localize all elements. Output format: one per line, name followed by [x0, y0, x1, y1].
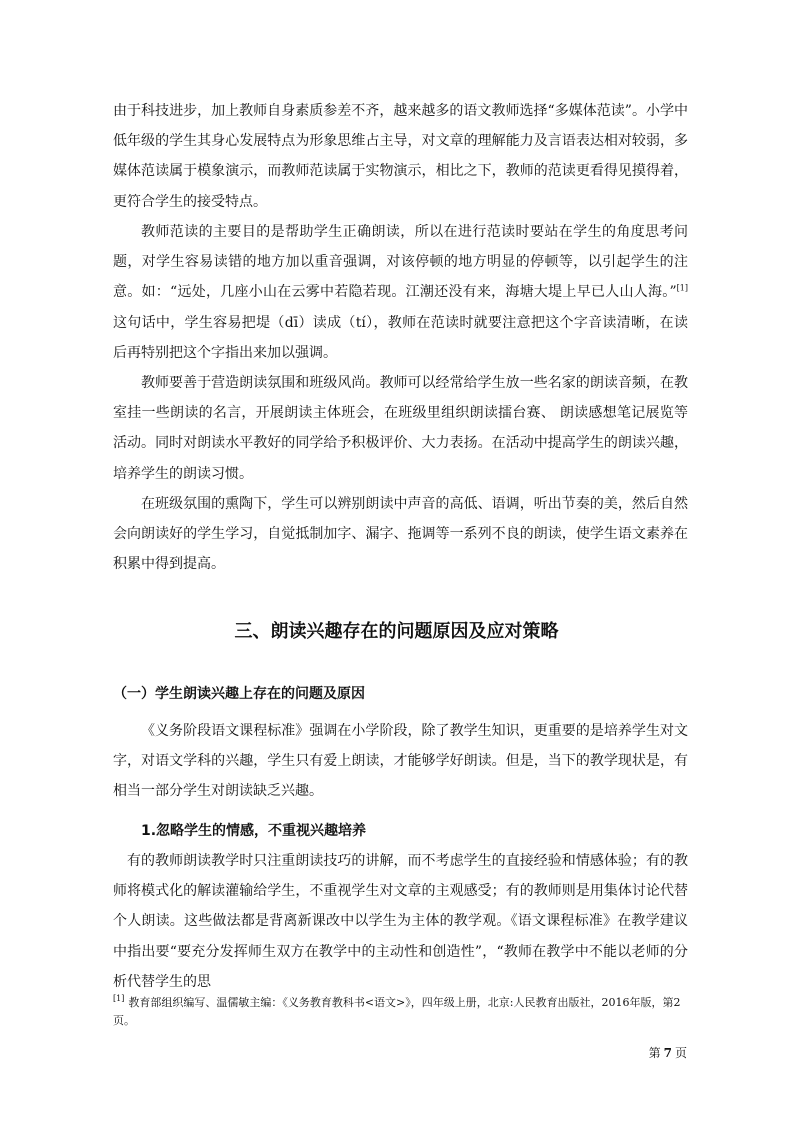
subsection-heading: （一）学生朗读兴趣上存在的问题及原因 — [113, 686, 365, 702]
footnote-mark: [1] — [113, 994, 125, 1004]
section-heading: 三、朗读兴趣存在的问题原因及应对策略 — [234, 621, 559, 642]
paragraph-multimedia-reading: 由于科技进步，加上教师自身素质参差不齐，越来越多的语文教师选择“多媒体范读”。小学中低年级的学生其身心发展特点为形象思维占主导，对文章的理解能力及言语表达相对较弱，多媒体范读属于模象演示，而教师范读属于实物演示，相比之下，教师的范读更看得见摸得着，更符合学生的接受特点。 — [113, 103, 688, 210]
paragraph-ignoring-emotion: 有的教师朗读教学时只注重朗读技巧的讲解，而不考虑学生的直接经验和情感体验；有的教师将模式化的解读灌输给学生，不重视学生对文章的主观感受；有的教师则是用集体讨论代替个人朗读。这些做法都是背离新课改中以学生为主体的教学观。《语文课程标准》在教学建议中指出要“要充分发挥师生双方在教学中的主动性和创造性”，“教师在教学中不能以老师的分析代替学生的思 — [113, 853, 688, 990]
footnote — [113, 994, 688, 1030]
point-heading: 1.忽略学生的情感，不重视兴趣培养 — [141, 823, 367, 839]
paragraph-curriculum-standard: 《义务阶段语文课程标准》强调在小学阶段，除了教学生知识，更重要的是培养学生对文字，对语文学科的兴趣，学生只有爱上朗读，才能够学好朗读。但是，当下的教学现状是，有相当一部分学生对朗读缺乏兴趣。 — [113, 723, 688, 800]
page-number-prefix: 第 — [648, 1046, 661, 1060]
paragraph-model-reading-text-a: 教师范读的主要目的是帮助学生正确朗读，所以在进行范读时要站在学生的角度思考问题，对学生容易读错的地方加以重音强调，对该停顿的地方明显的停顿等，以引起学生的注意。如：“远处，几座小山在云雾中若隐若现。江潮还没有来，海塘大堤上早已人山人海。” — [113, 224, 688, 301]
page-number — [649, 1044, 687, 1061]
page-number-value: 7 — [663, 1046, 672, 1060]
paragraph-model-reading-text-b: 这句话中，学生容易把堤（dī）读成（tí），教师在范读时就要注意把这个字音读清晰，在读后再特别把这个字指出来加以强调。 — [113, 314, 688, 361]
paragraph-model-reading — [113, 217, 688, 368]
paragraph-class-atmosphere: 在班级氛围的熏陶下，学生可以辨别朗读中声音的高低、语调，听出节奏的美，然后自然会向朗读好的学生学习，自觉抵制加字、漏字、拖调等一系列不良的朗读，使学生语文素养在积累中得到提高。 — [113, 496, 688, 573]
footnote-text: 教育部组织编写、温儒敏主编：《义务教育教科书<语文>》，四年级上册，北京:人民教育出版社，2016年版，第2页。 — [113, 996, 681, 1027]
paragraph-reading-atmosphere: 教师要善于营造朗读氛围和班级风尚。教师可以经常给学生放一些名家的朗读音频，在教室挂一些朗读的名言，开展朗读主体班会，在班级里组织朗读擂台赛、 朗读感想笔记展览等活动。同时对朗读水平教好的同学给予积极评价、大力表扬。在活动中提高学生的朗读兴趣，培养学生的朗读习惯。 — [113, 375, 688, 482]
footnote-reference[interactable]: [1] — [676, 283, 688, 293]
page-number-suffix: 页 — [674, 1046, 687, 1060]
